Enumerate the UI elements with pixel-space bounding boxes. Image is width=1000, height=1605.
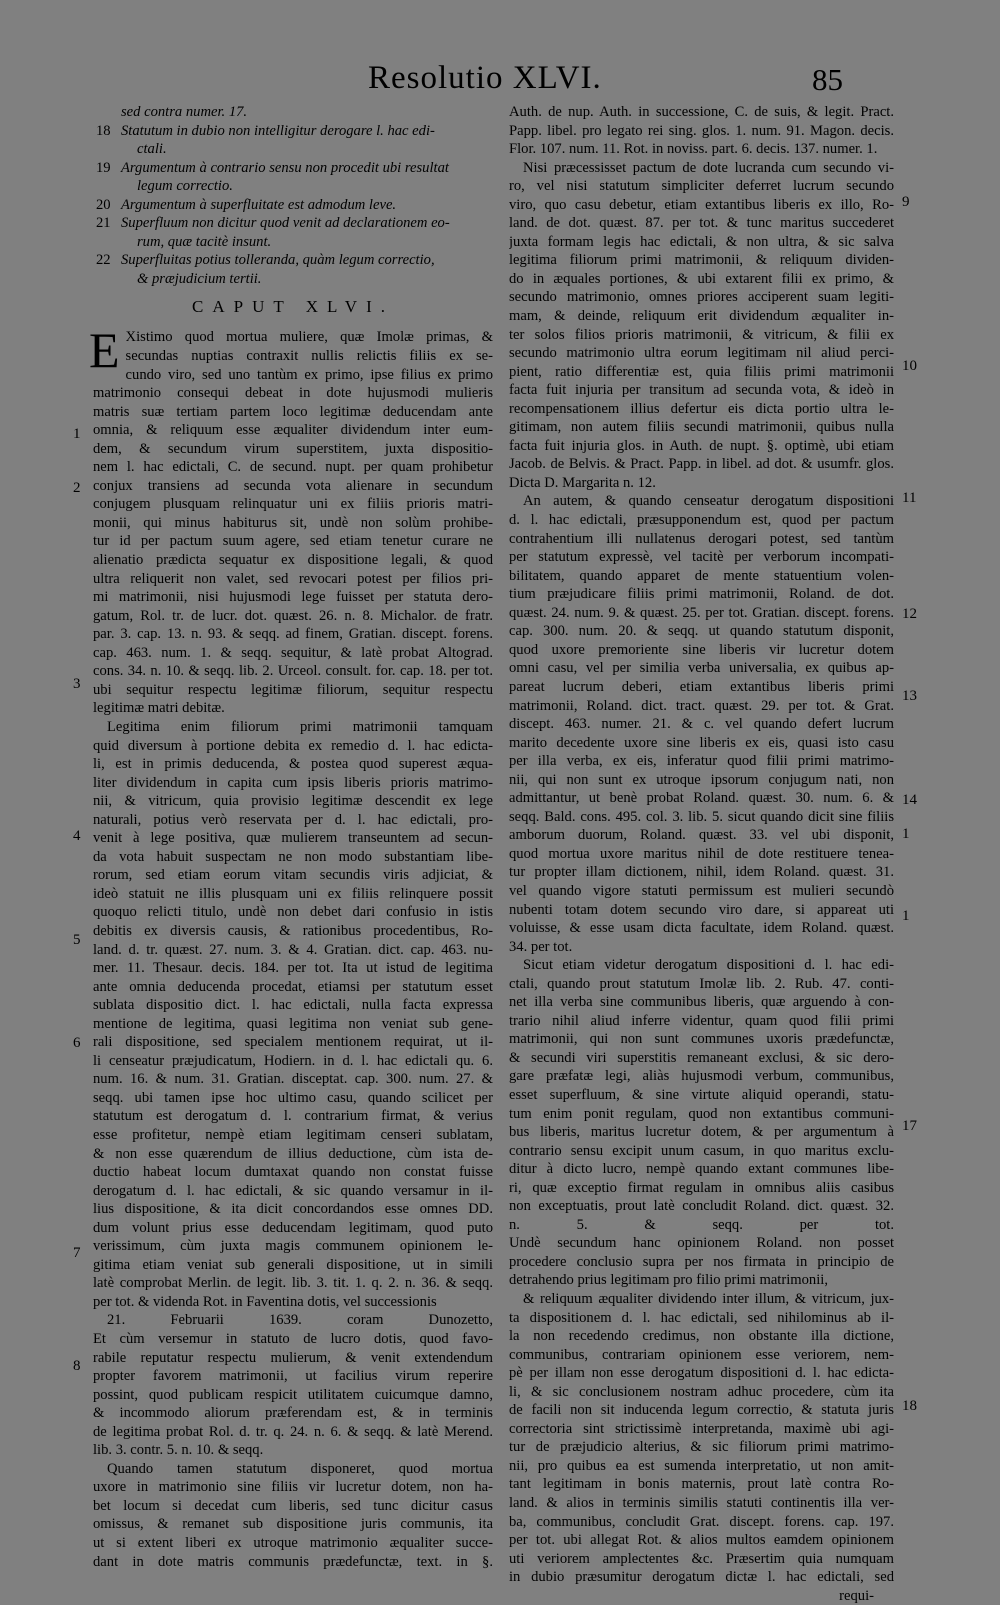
text-line: in dubio præsumitur derogatum dictæ l. hac edictali, sed [509,1569,894,1586]
text-line: bus liberis, maritus lucretur dotem, & per argumentum à [509,1124,894,1141]
text-line: dem, & secundum virum superstitem, juxta dispositio- [93,440,493,457]
summary-list [93,103,493,288]
text-line: & reliquum æqualiter dividendo inter illum, & vitricum, jux- [523,1291,894,1307]
margin-number: 14 [902,792,917,808]
text-line: matrimonio consequi debeat in dote hujusmodi mulieris [93,385,493,402]
text-line: facta fuit injuria glos. in Auth. de nupt. §. optimè, ubi etiam [509,437,894,454]
summary-line: 18 Statutum in dubio non intelligitur derogare l. hac edi- [96,122,435,139]
text-line: statutum est derogatum d. l. contrarium firmat, & verius [93,1108,493,1125]
margin-number: 11 [902,490,917,506]
text-line: naturali, potius verò reservata per d. l. hac edictali, pro- [93,811,493,828]
text-line: venit à lege positiva, quæ mulierem transeuntem ad secun- [93,830,493,847]
text-line: ba, communibus, concludit Grat. discept. forens. cap. 197. [509,1513,894,1530]
text-line: verissimum, cùm juxta magis communem opinionem le- [93,1238,493,1255]
text-line: Jacob. de Belvis. & Pract. Papp. in libel. ad dot. & usumfr. glos. [509,456,894,473]
text-line: cons. 34. n. 10. & seqq. lib. 2. Urceol. consult. for. cap. 18. per tot. [93,663,493,680]
text-line: propter favorem matrimonii, ut facilius virum reperire [93,1368,493,1385]
text-line: secundo matrimonio ultra eorum legitimam nil aliud perci- [509,345,894,362]
text-line: quod mortua uxore maritus nihil de dote restituere tenea- [509,845,894,862]
text-line: latè comprobat Merlin. de legit. lib. 3. tit. 1. q. 2. n. 36. & seqq. [93,1275,493,1292]
text-line: nubenti totam dotem secundo viro dare, si appareat uti [509,901,894,918]
text-line: detrahendo prius legitimam pro filio primi matrimonii, [509,1272,828,1289]
text-line: pient, ratio differentiæ est, quia filiis primi matrimonii [509,363,894,380]
summary-line: 22 Superfluitas potius tolleranda, quàm legum correctio, [96,252,435,269]
text-line: trario nihil aliud inferre videntur, quam quod filii primi [509,1012,894,1029]
text-line: ditur à dicto lucro, nempè quando extant communes libe- [509,1161,894,1178]
text-line: ta dispositionem d. l. hac edictali, sed nihilominus ab il- [509,1309,894,1326]
text-line: non exceptuatis, prout latè concludit Roland. dict. quæst. 32. [509,1198,894,1215]
text-line: matrimonii, Roland. dict. tract. quæst. 29. per tot. & Grat. [509,697,894,714]
text-line: contrahentium illi nullatenus derogari potest, sed tantùm [509,530,894,547]
text-line: per tot. & videnda Rot. in Faventina dotis, vel successionis [93,1293,437,1310]
text-line: esse profitetur, nempè etiam legitimam censeri sublatam, [93,1126,493,1143]
text-line: Auth. de nup. Auth. in successione, C. de suis, & legit. Pract. [509,104,894,120]
page-number: 85 [812,62,843,97]
text-line: conjugem plusquam relinquatur uni ex filiis prioris matri- [93,496,493,513]
text-line: per illa verba, ex eis, inferatur quod filii primi matrimo- [509,753,894,770]
text-line: dant in dote matris communis prædefunctæ, text. in §. [93,1553,493,1570]
text-line: voluisse, & esse usam dicta facultate, idem Roland. quæst. [509,920,894,937]
text-line: ro, vel nisi statutum simpliciter deferret lucrum secundo [509,178,894,195]
text-line: Nisi præcessisset pactum de dote lucranda cum secundo vi- [523,159,894,176]
text-line: gitima etiam veniat sub generali dispositione, ut in simili [93,1256,493,1273]
text-line: omissus, & remanet sub dispositione juris communis, ita [93,1516,493,1533]
text-line: rorum, sed etiam eorum vitam secundis viris adjiciat, & [93,867,493,884]
text-line: de facili non sit inducenda legum correctio, & statuta juris [509,1402,894,1419]
text-line: ultra reliquerit non valet, sed revocari potest per filios pri- [93,570,493,587]
text-line: matrimonii, qui non sunt communes uxoris prædefunctæ, [509,1031,894,1048]
text-line: alienatio prædicta sequatur ex dispositione legali, & quod [93,552,493,569]
text-line: ante omnia deducenda procedat, etiamsi per statutum esset [93,978,493,995]
text-line: uti veriorem amplectentes &c. Præsertim quia numquam [509,1550,894,1567]
text-line: gatum, Rol. tr. de lucr. dot. quæst. 26. n. 8. Michalor. de fratr. [93,607,493,624]
text-line: quæst. 24. num. 9. & quæst. 25. per tot. Gratian. discept. forens. [509,604,894,621]
text-line: derogatum d. l. hac edictali, & sic quando versamur in il- [93,1182,493,1199]
text-line: sublata dispositio dict. l. hac edictali, nulla facta expressa [93,997,493,1014]
text-line: Xistimo quod mortua muliere, quæ Imolæ primas, & [125,329,493,346]
text-line: num. 16. & num. 31. Gratian. disceptat. cap. 300. num. 27. & [93,1071,493,1088]
margin-number: 5 [73,932,81,948]
margin-number: 17 [902,1118,917,1134]
text-line: 21. Februarii 1639. coram Dunozetto, [107,1312,493,1329]
text-line: possint, quod publicam respicit utilitatem cuicumque damno, [93,1386,493,1403]
text-line: lius dispositione, & ita dicit concordandos esse omnes DD. [93,1201,493,1218]
text-line: omni casu, vel per similia verba universalia, ex quibus ap- [509,660,894,677]
text-line: & incommodo aliorum præferendam est, & in terminis [93,1405,493,1422]
margin-number: 9 [902,194,910,210]
text-line: mi matrimonii, nisi hujusmodi lege fuisset per statuta dero- [93,589,493,606]
margin-number: 8 [73,1358,81,1374]
text-line: recompensationem illius defertur eis dicta portio ultra le- [509,400,894,417]
text-line: conjux transiens ad secunda vota alienare in secundum [93,477,493,494]
summary-line: legum correctio. [137,178,233,195]
text-line: secundas nuptias contraxit nullis relictis filiis ex se- [125,348,493,365]
text-line: bet locum si decedat cum liberis, sed tunc dicitur casus [93,1497,493,1514]
text-line: d. l. hac edictali, præsupponendum est, quod per pactum [509,512,894,529]
margin-number: 18 [902,1398,917,1414]
text-line: ri, quæ exceptio firmat regulam in omnibus aliis casibus [509,1179,894,1196]
text-line: & non esse quærendum de illius deductione, cùm ista de- [93,1145,493,1162]
text-line: do in æquales portiones, & ubi extarent filii ex primo, & [509,270,894,287]
margin-number: 12 [902,606,917,622]
text-line: correctoria sint strictissimè interpretanda, maximè ubi agi- [509,1420,894,1437]
summary-line: 20 Argumentum à superfluitate est admodum leve. [96,196,397,213]
text-line: esset superfluum, & sine virtute aliquid operandi, statu- [509,1086,894,1103]
text-line: mam, & deinde, reliquum erit dividendum æqualiter in- [509,308,894,325]
summary-line: ctali. [137,141,167,158]
margin-number: 6 [73,1035,81,1051]
text-line: Et cùm versemur in statuto de lucro dotis, quod favo- [93,1331,493,1347]
margin-number: 4 [73,828,81,844]
text-line: rali dispositione, sed specialem mentionem requirat, ut il- [93,1034,493,1051]
text-line: per tot. ubi allegat Rot. & alios multos eamdem opinionem [509,1532,894,1549]
text-line: An autem, & quando censeatur derogatum dispositioni [523,493,894,510]
text-line: discept. 463. numer. 21. & c. vel quando defert lucrum [509,716,894,733]
text-line: pè per illam non esse derogatum dispositioni d. l. hac edicta- [509,1365,894,1382]
text-line: uxore in matrimonio sine filiis vir lucretur dotem, non ha- [93,1479,493,1496]
text-line: ductio habeat locum dumtaxat quando non constat fuisse [93,1164,493,1181]
margin-number: 10 [902,358,917,374]
text-line: Papp. libel. pro legato rei sing. glos. 1. num. 91. Magon. decis. [509,122,894,139]
text-line: matris suæ tertiam partem loco legitimæ deducendam ante [93,403,493,420]
text-line: & secundi viri superstitis remaneant exclusi, & sic dero- [509,1049,894,1066]
text-line: rabile reputatur respectu mulierum, & venit extendendum [93,1349,493,1366]
text-line: procedere conclusio supra per nos firmata in principio de [509,1253,894,1270]
text-line: nii, qui non sunt ex utroque ipsorum conjugum nati, non [509,771,894,788]
text-line: tant legitimam in bonis maternis, prout latè contra Ro- [509,1476,894,1493]
text-line: n. 5. & seqq. per tot. [509,1216,894,1233]
text-line: viro, quo casu debetur, etiam extantibus liberis ex illo, Ro- [509,196,894,213]
text-line: da vota habuit suspectam ne non modo substantiam libe- [93,848,493,865]
text-line: tum enim ponit regulam, quod non extantibus communi- [509,1105,894,1122]
text-line: contrario sensu excipit unum casum, in quo maritus exclu- [509,1142,894,1159]
text-line: cap. 300. num. 20. & seqq. ut quando statutum disponit, [509,623,894,640]
text-line: Flor. 107. num. 11. Rot. in noviss. part. 6. decis. 137. numer. 1. [509,141,878,158]
text-line: tium præjudicare filiis primi matrimonii, Roland. de dot. [509,586,894,603]
right-column [509,103,917,1605]
margin-number: 1 [902,908,910,924]
text-line: la non recedendo credimus, non obstante illa dictione, [509,1328,894,1345]
text-line: omnia, & reliquum esse æqualiter dividendum inter eum- [93,422,493,439]
text-line: Dicta D. Margarita n. 12. [509,474,656,491]
text-line: li, est in primis deducenda, & postea quod superest æqua- [93,756,493,773]
text-line: mer. 11. Thesaur. decis. 184. per tot. Ita ut istud de legitima [93,960,493,977]
text-line: ubi sequitur respectu legitimæ filiorum, sequitur respectu [93,681,493,698]
summary-line: sed contra numer. 17. [121,104,248,120]
drop-cap: E [89,322,120,379]
text-line: ter solos filios prioris matrimonii, & vitricum, & filii ex [509,326,894,343]
text-line: ctali, quando prout statutum Imolæ lib. 2. Rub. 47. conti- [509,975,894,992]
text-line: vel quando vigore statuti permissum est mulieri secundò [509,882,894,899]
summary-line: & præjudicium tertii. [137,270,262,287]
margin-number: 3 [73,676,81,692]
text-line: admittantur, ut benè probat Roland. quæst. 30. num. 6. & [509,790,894,807]
text-line: marito decedente uxore sine liberis ex eis, quasi isto casu [509,734,894,751]
text-line: de legitima probat Rol. d. tr. q. 24. n. 6. & seqq. & latè Merend. [93,1423,493,1440]
text-line: li censeatur præjudicatum, Hodiern. in d. l. hac edictali qu. 6. [93,1052,493,1069]
text-line: quid diversum à portione debita ex remedio d. l. hac edicta- [93,737,493,754]
text-line: 34. per tot. [509,938,573,955]
text-line: debitis ex diversis causis, & rationibus procedentibus, Ro- [93,922,493,939]
margin-number: 1 [73,426,81,442]
text-line: quoquo relicti titulo, undè non debet dari confusio in istis [93,904,493,921]
text-line: seqq. ubi tamen ipse hoc ultimo casu, quando scilicet per [93,1089,493,1106]
text-line: ideò statuit ne illis plusquam uni ex filiis relinquere possit [93,885,493,902]
text-line: cundo viro, sed uno tantùm ex primo, ipse filius ex primo [125,366,493,383]
text-line: par. 3. cap. 13. n. 93. & seqq. ad finem, Gratian. discept. forens. [93,626,493,643]
summary-line: 21 Superfluum non dicitur quod venit ad declarationem eo- [96,215,450,232]
text-line: li, & sic conclusionem nostram adhuc procedere, cùm ita [509,1383,894,1400]
text-line: Sicut etiam videtur derogatum dispositioni d. l. hac edi- [523,957,894,974]
text-line: legitimæ matri debitæ. [93,700,225,717]
text-line: dum volunt prius esse deducendam legitimam, quod puto [93,1219,493,1236]
text-line: gitimam, non autem filiis secundi matrimonii, quibus nulla [509,419,894,436]
text-line: Undè secundum hanc opinionem Roland. non posset [509,1235,894,1252]
text-line: land. & alios in terminis similis statuti continentis illa ver- [509,1495,894,1512]
margin-number: 7 [73,1245,81,1261]
text-line: liter dividendum in capita cum ipsis liberis prioris matrimo- [93,774,493,791]
text-line: tur propter illam dictionem, nihil, idem Roland. quæst. 31. [509,864,894,881]
text-line: nem l. hac edictali, C. de secund. nupt. per quam prohibetur [93,459,493,476]
text-line: net illa verba sine communibus liberis, quæ arguendo à con- [509,994,894,1011]
margin-number: 13 [902,688,917,704]
text-line: tur de præjudicio alterius, & sic filiorum primi matrimo- [509,1439,894,1456]
text-line: land. de dot. quæst. 87. per tot. & tunc maritus succederet [509,215,894,232]
text-line: secundo matrimonio, omnes priores acciperent suam legiti- [509,289,894,306]
text-line: lib. 3. contr. 5. n. 10. & seqq. [93,1442,264,1459]
text-line: Quando tamen statutum disponeret, quod mortua [107,1460,493,1477]
summary-line: 19 Argumentum à contrario sensu non procedit ubi resultat [96,159,449,176]
text-line: communibus, contrariam opinionem esse veriorem, nem- [509,1346,894,1363]
left-body [89,322,493,1571]
catchword: requi- [839,1587,874,1604]
text-line: nii, & vitricum, quia provisio legitimæ descendit ex lege [93,793,493,810]
text-line: ut si extent liberi ex utroque matrimonio æqualiter succe- [93,1535,493,1552]
text-line: facta fuit injuria per transitum ad secunda vota, & ideò in [509,382,894,399]
text-line: juxta formam legis hac edictali, & non ultra, & sic salva [509,233,894,250]
text-line: nii, pro quibus ea est sumenda interpretatio, ut non amit- [509,1457,894,1474]
chapter-heading: CAPUT XLVI. [192,297,394,317]
running-title: Resolutio XLVI. [368,60,602,96]
text-line: bilitatem, quando apparet de mente statuentium volen- [509,567,894,584]
text-line: gare præfatæ legi, aliàs hujusmodi verbum, communibus, [509,1068,894,1085]
text-line: seqq. Bald. cons. 495. col. 3. lib. 5. sicut quando dicit sine filiis [509,808,894,825]
text-line: monii, qui minus habiturus sit, undè non solùm prohibe- [93,514,493,531]
text-line: pareat lucrum deberi, etiam extantibus liberis primi [509,678,894,695]
text-line: amborum duorum, Roland. quæst. 33. vel ubi disponit, [509,827,894,844]
left-column [73,103,493,1571]
text-line: quod uxore premoriente sine liberis vir lucretur dotem [509,641,894,658]
margin-number: 2 [73,480,81,496]
text-line: legitima filiorum primi matrimonii, & reliquum dividen- [509,252,894,269]
margin-number: 1 [902,826,910,842]
summary-line: rum, quæ tacitè insunt. [137,233,272,250]
page-header [0,60,1000,100]
text-line: land. d. tr. quæst. 27. num. 3. & 4. Gratian. dict. cap. 463. nu- [93,941,493,958]
text-line: per statutum expressè, vel tacitè per verborum incompati- [509,549,894,566]
text-line: cap. 463. num. 1. & seqq. sequitur, & latè probat Altograd. [93,644,493,661]
text-line: Legitima enim filiorum primi matrimonii tamquam [107,718,493,735]
text-line: tur id per pactum suum agere, sed etiam tenetur curare ne [93,533,493,550]
text-line: mentione de legitima, quasi legitima non veniat sub gene- [93,1015,493,1032]
